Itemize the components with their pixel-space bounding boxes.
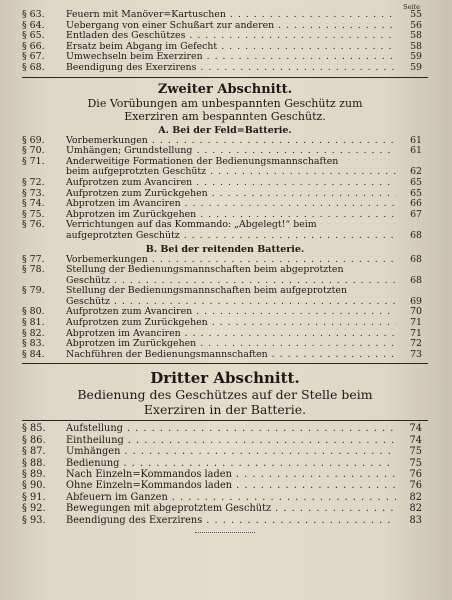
toc-entry-title-cont: beim aufgeprotzten Geschütz . . .	[66, 167, 396, 178]
divider-rule	[22, 77, 428, 78]
toc-entry-number: § 81.	[22, 317, 45, 329]
toc-entry-page: 59	[410, 61, 422, 73]
toc-entry-page: 67	[410, 208, 422, 220]
toc-entry	[22, 210, 428, 221]
toc-entry	[22, 339, 428, 350]
bottom-ornament	[195, 532, 255, 533]
top-entries-list	[22, 10, 428, 74]
toc-entry	[22, 31, 428, 42]
toc-entry	[22, 492, 428, 503]
toc-entry-title: Umhängen . . .	[66, 446, 396, 457]
toc-entry-number: § 79.	[22, 285, 45, 297]
toc-entry-number: § 92.	[22, 503, 46, 515]
toc-entry	[22, 515, 428, 526]
toc-entry	[22, 42, 428, 53]
toc-entry-title-cont: aufgeprotzten Geschütz . . .	[66, 231, 396, 242]
toc-entry-title: Verrichtungen auf das Kommando: „Abgelegt!“ beim	[66, 220, 317, 231]
toc-entry-page: 76	[409, 469, 422, 481]
toc-entry-number: § 89.	[22, 469, 46, 481]
toc-entry-title: Vorbemerkungen . . .	[66, 255, 396, 266]
toc-entry-number: § 75.	[22, 208, 45, 220]
toc-entry	[22, 469, 428, 480]
toc-entry	[22, 307, 428, 318]
toc-entry-number: § 86.	[22, 434, 46, 446]
toc-entry	[22, 329, 428, 340]
toc-entry-page: 61	[410, 134, 422, 146]
toc-entry-number: § 78.	[22, 264, 45, 276]
toc-entry-page: 75	[409, 446, 422, 458]
toc-entry-page: 82	[409, 503, 422, 515]
toc-entry	[22, 189, 428, 200]
toc-entry	[22, 446, 428, 457]
toc-entry	[22, 157, 428, 168]
toc-entry-title: Nach Einzeln=Kommandos laden . . .	[66, 469, 396, 480]
toc-entry-title: Eintheilung . . .	[66, 435, 396, 446]
toc-entry	[22, 503, 428, 514]
toc-entry-title: Abprotzen im Avanciren . . .	[66, 329, 396, 340]
section2-entries-a	[22, 136, 428, 242]
toc-entry-page: 56	[410, 19, 422, 31]
toc-entry-number: § 65.	[22, 30, 45, 42]
toc-entry-page: 58	[410, 30, 422, 42]
toc-entry-page: 74	[409, 423, 422, 435]
toc-entry-title: Vorbemerkungen . . .	[66, 136, 396, 147]
section2-subhead-a: A. Bei der Feld=Batterie.	[158, 124, 292, 136]
toc-entry-title: Umwechseln beim Exerziren . . .	[66, 52, 396, 63]
section3-subtitle-line2: Exerziren in der Batterie.	[143, 402, 307, 418]
toc-entry-page: 65	[410, 176, 422, 188]
toc-entry-number: § 64.	[22, 19, 45, 31]
toc-entry-page: 73	[410, 348, 422, 360]
toc-entry-title: Aufprotzen zum Avanciren . . .	[66, 178, 396, 189]
toc-entry-number: § 76.	[22, 219, 45, 231]
toc-entry-number: § 90.	[22, 480, 46, 492]
toc-entry-number: § 68.	[22, 61, 45, 73]
toc-entry-page: 74	[409, 434, 422, 446]
toc-entry	[22, 265, 428, 276]
toc-entry-number: § 74.	[22, 198, 45, 210]
toc-entry-page: 66	[410, 198, 422, 210]
toc-entry-page: 68	[410, 253, 422, 265]
toc-entry-title: Aufprotzen zum Zurückgehen . . .	[66, 189, 396, 200]
toc-entry-title: Abprotzen im Zurückgehen . . .	[66, 339, 396, 350]
toc-entry-title: Feuern mit Manöver=Kartuschen . . .	[66, 10, 396, 21]
toc-entry-page: 82	[409, 491, 422, 503]
toc-entry-number: § 82.	[22, 327, 45, 339]
section3-subtitle-line1: Bedienung des Geschützes auf der Stelle beim	[77, 387, 373, 403]
toc-entry-title: Ersatz beim Abgang im Gefecht . . .	[66, 42, 396, 53]
toc-entry-title-cont: Geschütz . . .	[66, 297, 396, 308]
toc-entry	[22, 146, 428, 157]
toc-entry-page: 59	[410, 51, 422, 63]
toc-entry-title: Stellung der Bedienungsmannschaften beim aufgeprotzten	[66, 286, 348, 297]
toc-entry	[22, 21, 428, 32]
toc-entry-number: § 63.	[22, 9, 45, 20]
toc-entry-page: 71	[410, 327, 422, 339]
toc-entry-page: 55	[410, 9, 422, 20]
toc-entry-number: § 88.	[22, 457, 46, 469]
toc-entry-number: § 84.	[22, 348, 45, 360]
toc-entry-page: 70	[410, 306, 422, 318]
toc-entry-title: Uebergang von einer Schußart zur anderen . . .	[66, 21, 396, 32]
toc-entry-title: Anderweitige Formationen der Bedienungsmannschaften	[66, 156, 339, 167]
toc-entry	[22, 199, 428, 210]
toc-entry-page: 69	[410, 295, 422, 307]
toc-entry-title: Nachführen der Bedienungsmannschaften . . .	[66, 350, 396, 361]
toc-entry-number: § 67.	[22, 51, 45, 63]
toc-entry-number: § 72.	[22, 176, 45, 188]
toc-entry-continuation	[22, 231, 428, 242]
toc-entry-number: § 71.	[22, 155, 45, 167]
toc-entry	[22, 63, 428, 74]
toc-entry-title: Bewegungen mit abgeprotztem Geschütz . . .	[66, 503, 396, 514]
toc-entry	[22, 178, 428, 189]
toc-entry	[22, 350, 428, 361]
toc-entry	[22, 10, 428, 21]
toc-entry	[22, 286, 428, 297]
toc-entry-number: § 87.	[22, 446, 46, 458]
toc-entry	[22, 318, 428, 329]
toc-entry-page: 68	[410, 274, 422, 286]
toc-entry-title: Beendigung des Exerzirens . . .	[66, 515, 396, 526]
toc-entry-continuation	[22, 276, 428, 287]
toc-entry-page: 83	[409, 514, 422, 526]
toc-entry	[22, 220, 428, 231]
toc-entry-title-cont: Geschütz . . .	[66, 276, 396, 287]
divider-rule	[22, 363, 428, 364]
toc-entry-number: § 85.	[22, 423, 46, 435]
toc-entry	[22, 435, 428, 446]
section2-subtitle-line2: Exerziren am bespannten Geschütz.	[124, 109, 326, 123]
section2-entries-b	[22, 255, 428, 361]
toc-entry-page: 62	[410, 166, 422, 178]
toc-entry	[22, 458, 428, 469]
toc-entry-number: § 77.	[22, 253, 45, 265]
toc-entry-number: § 93.	[22, 514, 46, 526]
section3-entries	[22, 423, 428, 526]
toc-entry-page: 71	[410, 317, 422, 329]
page-column-label: Seite	[403, 3, 420, 11]
toc-entry	[22, 52, 428, 63]
toc-entry-number: § 66.	[22, 40, 45, 52]
toc-entry-number: § 80.	[22, 306, 45, 318]
toc-entry-title: Aufstellung . . .	[66, 423, 396, 434]
toc-entry-page: 68	[410, 229, 422, 241]
toc-page	[22, 4, 428, 533]
toc-entry-number: § 70.	[22, 145, 45, 157]
toc-entry-title: Abfeuern im Ganzen . . .	[66, 492, 396, 503]
divider-rule	[22, 420, 428, 421]
section2-subtitle-line1: Die Vorübungen am unbespannten Geschütz zum	[87, 96, 363, 110]
toc-entry-page: 58	[410, 40, 422, 52]
toc-entry-page: 65	[410, 187, 422, 199]
toc-entry-title: Stellung der Bedienungsmannschaften beim abgeprotzten	[66, 265, 344, 276]
toc-entry-page: 72	[410, 338, 422, 350]
toc-entry-continuation	[22, 297, 428, 308]
section2-subhead-b: B. Bei der reitenden Batterie.	[145, 243, 305, 255]
toc-entry-number: § 91.	[22, 491, 46, 503]
toc-entry	[22, 480, 428, 491]
toc-entry-title: Ohne Einzeln=Kommandos laden . . .	[66, 480, 396, 491]
toc-entry-number: § 73.	[22, 187, 45, 199]
toc-entry	[22, 136, 428, 147]
toc-entry-number: § 69.	[22, 134, 45, 146]
toc-entry-continuation	[22, 167, 428, 178]
section2-title: Zweiter Abschnitt.	[157, 81, 293, 97]
section3-title: Dritter Abschnitt.	[150, 369, 300, 388]
toc-entry-title: Entladen des Geschützes . . .	[66, 31, 396, 42]
toc-entry-title: Beendigung des Exerzirens . . .	[66, 63, 396, 74]
toc-entry-title: Abprotzen im Zurückgehen . . .	[66, 210, 396, 221]
toc-entry-title: Umhängen; Grundstellung . . .	[66, 146, 396, 157]
toc-entry-number: § 83.	[22, 338, 45, 350]
toc-entry-page: 76	[409, 480, 422, 492]
toc-entry-title: Aufprotzen zum Avanciren . . .	[66, 307, 396, 318]
toc-entry	[22, 423, 428, 434]
toc-entry-page: 75	[409, 457, 422, 469]
toc-entry-page: 61	[410, 145, 422, 157]
toc-entry-title: Aufprotzen zum Zurückgehen . . .	[66, 318, 396, 329]
toc-entry	[22, 255, 428, 266]
toc-entry-title: Abprotzen im Avanciren . . .	[66, 199, 396, 210]
toc-entry-title: Bedienung . . .	[66, 458, 396, 469]
